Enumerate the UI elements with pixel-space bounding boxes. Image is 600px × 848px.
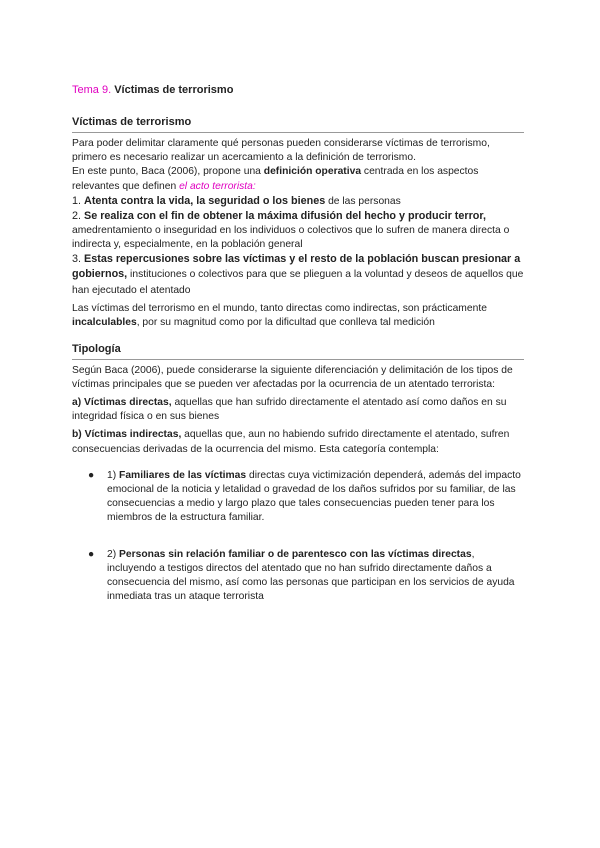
paragraph-closing: Las víctimas del terrorismo en el mundo, tanto directas como indirectas, son prácticamente incalculables, por su magnitud como por la dificultad que conlleva tal medición (72, 303, 487, 329)
list-item-2-detail: amedrentamiento o inseguridad en los individuos o colectivos que lo sufren de manera directa o indirecta y, especialmente, en la población general (72, 225, 510, 251)
list-item-1: 1. Atenta contra la vida, la seguridad o los bienes de las personas (72, 194, 401, 207)
bullet-icon: ● (88, 548, 95, 560)
paragraph-tipologia-intro: Según Baca (2006), puede considerarse la siguiente diferenciación y delimitación de los tipos de víctimas principales que se pueden ver afectadas por la ocurrencia de un atentado terrorista: (72, 364, 513, 390)
bullet-list (72, 469, 524, 605)
paragraph-victimas-indirectas: b) Víctimas indirectas, aquellas que, aun no habiendo sufrido directamente el atentado, sufren consecuencias derivadas de la ocurrencia del mismo. Esta categoría contempla: (72, 429, 510, 455)
paragraph-definition: En este punto, Baca (2006), propone una definición operativa centrada en los aspectos relevantes que definen el acto terrorista: (72, 166, 479, 192)
document-page (72, 84, 524, 626)
section-divider (72, 359, 524, 360)
tema-label: Tema 9. (72, 84, 112, 96)
list-item-2: 2. Se realiza con el fin de obtener la máxima difusión del hecho y producir terror, (72, 210, 487, 223)
highlight-acto-terrorista: el acto terrorista: (179, 180, 256, 192)
tema-title: Víctimas de terrorismo (114, 84, 234, 96)
list-item: ● 1) Familiares de las víctimas directas cuya victimización dependerá, además del impacto emocional de la noticia y letalidad o gravedad de los daños sufridos por su familiar, de las consecuencias a medio y largo plazo que tales consecuencias pueden tener para los miembros de la estructura familiar. (88, 469, 521, 524)
paragraph-victimas-directas: a) Víctimas directas, aquellas que han sufrido directamente el atentado así como daños en su integridad física o en sus bienes (72, 397, 507, 423)
list-item-3: 3. Estas repercusiones sobre las víctimas y el resto de la población buscan presionar a gobiernos, instituciones o colectivos para que se plieguen a la voluntad y deseos de aquellos que han ejecutado el atentado (72, 253, 524, 296)
list-item: ● 2) Personas sin relación familiar o de parentesco con las víctimas directas, incluyendo a testigos directos del atentado que no han sufrido directamente daños a consecuencia del mismo, así como las personas que participan en los servicios de ayuda inmediata tras un ataque terrorista (88, 548, 515, 603)
section-heading-victimas: Víctimas de terrorismo (72, 116, 192, 128)
section-divider (72, 132, 524, 133)
section-heading-tipologia: Tipología (72, 342, 121, 355)
document-title (72, 84, 524, 96)
bullet-icon: ● (88, 469, 95, 481)
paragraph-intro: Para poder delimitar claramente qué personas pueden considerarse víctimas de terrorismo, primero es necesario realizar un acercamiento a la definición de terrorismo. (72, 138, 490, 164)
